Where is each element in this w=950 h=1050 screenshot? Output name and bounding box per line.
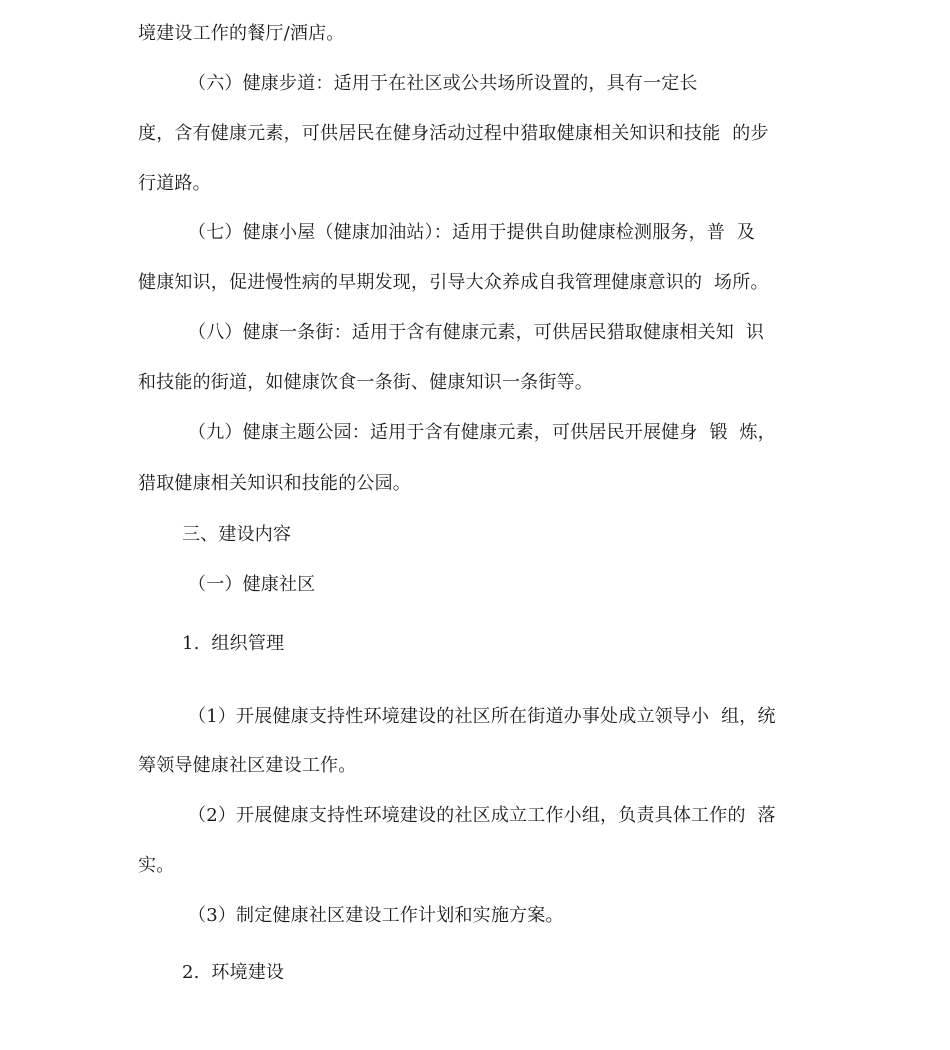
text-line: （3）制定健康社区建设工作计划和实施方案。 — [188, 905, 564, 926]
text-line: 度，含有健康元素，可供居民在健身活动过程中猎取健康相关知识和技能 的步 — [138, 123, 769, 144]
text-line: （2）开展健康支持性环境建设的社区成立工作小组，负责具体工作的 落 — [188, 805, 776, 826]
text-line: 境建设工作的餐厅/酒店。 — [138, 23, 345, 44]
text-line: （七）健康小屋（健康加油站）：适用于提供自助健康检测服务，普 及 — [188, 222, 756, 243]
numbered-heading: 1. 组织管理 — [182, 633, 285, 654]
numbered-heading: 2. 环境建设 — [182, 962, 285, 983]
text-line: 猎取健康相关知识和技能的公园。 — [138, 473, 411, 494]
text-line: 和技能的街道，如健康饮食一条街、健康知识一条街等。 — [138, 372, 593, 393]
text-line: （六）健康步道：适用于在社区或公共场所设置的，具有一定长 — [188, 73, 698, 94]
section-heading: 三、建设内容 — [182, 524, 292, 545]
text-line: （九）健康主题公园：适用于含有健康元素，可供居民开展健身 锻 炼， — [188, 422, 776, 443]
text-line: 实。 — [138, 855, 175, 876]
text-line: （八）健康一条街：适用于含有健康元素，可供居民猎取健康相关知 识 — [188, 322, 765, 343]
subsection-heading: （一）健康社区 — [188, 574, 316, 595]
text-line: 行道路。 — [138, 173, 211, 194]
text-line: （1）开展健康支持性环境建设的社区所在街道办事处成立领导小 组，统 — [188, 706, 776, 727]
text-line: 健康知识，促进慢性病的早期发现，引导大众养成自我管理健康意识的 场所。 — [138, 272, 769, 293]
text-line: 筹领导健康社区建设工作。 — [138, 755, 357, 776]
